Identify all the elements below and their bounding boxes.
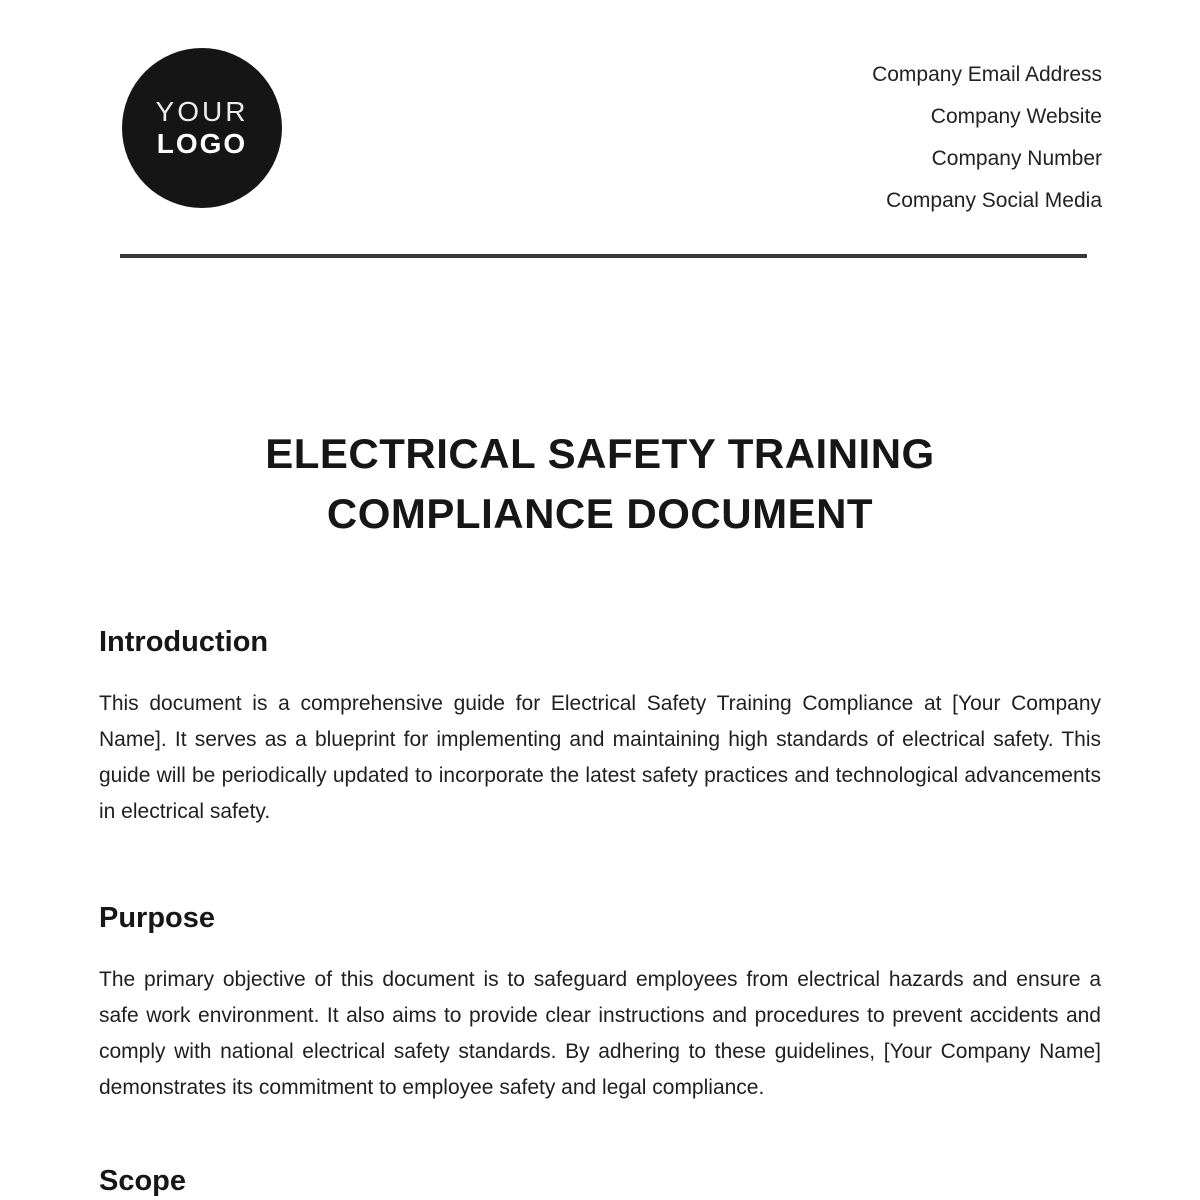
company-email-address: Company Email Address <box>872 63 1102 86</box>
logo-text-your: YOUR <box>155 95 249 127</box>
section-scope <box>99 1163 1101 1199</box>
section-introduction <box>99 624 1101 830</box>
document-header <box>0 0 1200 222</box>
document-title: ELECTRICAL SAFETY TRAINING COMPLIANCE DOCUMENT <box>265 430 935 537</box>
section-heading-introduction: Introduction <box>99 626 269 658</box>
section-purpose <box>99 900 1101 1106</box>
company-contact-block <box>872 48 1102 222</box>
company-logo <box>122 48 282 208</box>
section-heading-scope: Scope <box>99 1165 187 1197</box>
header-divider <box>120 254 1087 258</box>
company-number: Company Number <box>931 147 1102 170</box>
section-heading-purpose: Purpose <box>99 902 216 934</box>
document-body <box>0 424 1200 1199</box>
company-website: Company Website <box>930 105 1102 128</box>
company-social-media: Company Social Media <box>886 189 1102 212</box>
section-body-introduction: This document is a comprehensive guide for Electrical Safety Training Compliance at [Your Company Name]. It serves as a blueprint for implementing and maintaining high standards of electrical safety. This guide will be periodically updated to incorporate the latest safety practices and technological advancements in electrical safety. <box>99 692 1101 823</box>
section-body-purpose: The primary objective of this document is to safeguard employees from electrical hazards and ensure a safe work environment. It also aims to provide clear instructions and procedures to prevent accidents and comply with national electrical safety standards. By adhering to these guidelines, [Your Company Name] demonstrates its commitment to employee safety and legal compliance. <box>99 968 1101 1099</box>
logo-text-logo: LOGO <box>156 128 248 159</box>
